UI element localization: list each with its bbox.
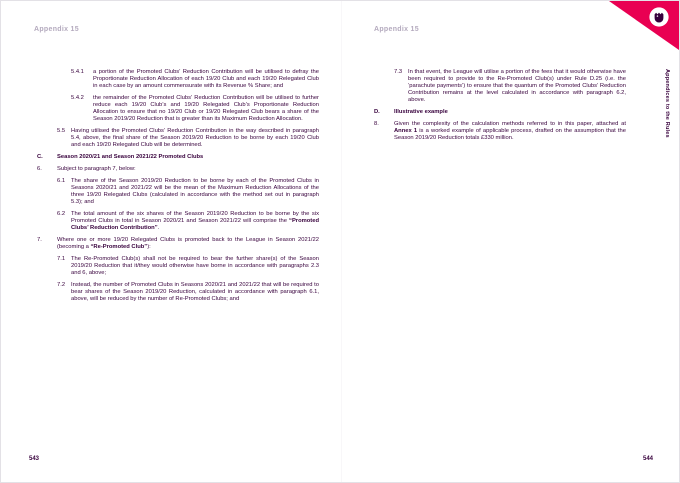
list-item-6-: [37, 166, 319, 173]
item-text: Season 2020/21 and Season 2021/22 Promoted Clubs: [57, 154, 204, 160]
page-number-right: 544: [642, 456, 653, 462]
item-text: Having utilised the Promoted Clubs’ Reduction Contribution in the way described in paragraph 5.4, above, the final share of the Season 2019/20 Reduction to be borne by each 19/20 Club and each 19/20 Relegated Club will be determined.: [71, 128, 319, 148]
item-text: In that event, the League will utilise a portion of the fees that it would otherwise have been required to provide to the Re-Promoted Club(s) under Rule D.25 (i.e. the ‘parachute payments’) to ensure that the quantum of the Promoted Clubs’ Reduction Contribution remains at the level calculated in accordance with paragraph 6.2, above.: [408, 69, 626, 103]
list-item-D-: [374, 109, 626, 116]
item-text: the remainder of the Promoted Clubs’ Reduction Contribution will be utilised to further reduce each 19/20 Club’s and 19/20 Relegated Club’s Proportionate Reduction Allocation to ensure that no 19/20 Club or 19/20 Relegated Club bears a share of the Season 2019/20 Reduction that is greater than its Maximum Reduction Allocation.: [93, 95, 319, 122]
list-item-C-: [37, 154, 319, 161]
item-number: 6.: [37, 166, 42, 172]
list-item-5-4-2: [71, 95, 319, 123]
list-item-7-2: [57, 282, 319, 303]
item-text: a portion of the Promoted Clubs’ Reduction Contribution will be utilised to defray the Proportionate Reduction Allocation of each 19/20 Club and each 19/20 Relegated Club in each case by an amount commensurate with its Revenue % Share; and: [93, 69, 319, 89]
item-number: 7.3: [394, 69, 403, 75]
item-text: Illustrative example: [394, 109, 448, 115]
item-text: Given the complexity of the calculation methods referred to in this paper, attached at Annex 1 is a worked example of applicable process, drafted on the assumption that the Season 2019/20 Reduction totals £330 million.: [394, 121, 626, 141]
list-item-5-5: [57, 128, 319, 149]
item-number: 6.1: [57, 178, 66, 184]
item-text: Subject to paragraph 7, below:: [57, 166, 136, 172]
page-left: [1, 1, 341, 482]
list-item-7-1: [57, 256, 319, 277]
page-right: [341, 1, 680, 482]
item-number: 7.2: [57, 282, 66, 288]
list-item-7-: [37, 237, 319, 251]
item-number: 5.4.2: [71, 95, 84, 101]
list-item-5-4-1: [71, 69, 319, 90]
page-header-left: Appendix 15: [34, 26, 79, 33]
item-number: 8.: [374, 121, 379, 127]
item-number: D.: [374, 109, 380, 115]
item-text: The total amount of the six shares of the Season 2019/20 Reduction to be borne by the six Promoted Clubs in total in Season 2020/21 and Season 2021/22 will comprise the “Promoted Clubs’ Reduction Contribution”.: [71, 211, 319, 231]
appendices-edge-tab-label: Appendices to the Rules: [664, 69, 670, 138]
page-number-left: 543: [29, 456, 40, 462]
list-item-8-: [374, 121, 626, 142]
item-number: 7.: [37, 237, 42, 243]
item-number: 5.5: [57, 128, 66, 134]
page-header-right: Appendix 15: [374, 26, 419, 33]
item-text: Instead, the number of Promoted Clubs in Seasons 2020/21 and 2021/22 that will be required to bear shares of the Season 2019/20 Reduction, calculated in accordance with paragraph 6.1, above, will be reduced by the number of Re-Promoted Clubs; and: [71, 282, 319, 302]
item-text: Where one or more 19/20 Relegated Clubs is promoted back to the League in Season 2021/22 (becoming a “Re-Promoted Club”):: [57, 237, 319, 250]
item-number: C.: [37, 154, 43, 160]
item-text: The Re-Promoted Club(s) shall not be required to bear the further share(s) of the Season 2019/20 Reduction that it/they would otherwise have borne in accordance with paragraphs 2.3 and 6, above;: [71, 256, 319, 276]
left-page-content: [37, 69, 319, 308]
list-item-6-2: [57, 211, 319, 232]
right-page-content: [374, 69, 626, 147]
item-number: 6.2: [57, 211, 66, 217]
item-number: 5.4.1: [71, 69, 84, 75]
list-item-7-3: [394, 69, 626, 104]
item-text: The share of the Season 2019/20 Reduction to be borne by each of the Promoted Clubs in Seasons 2020/21 and 2021/22 will be the mean of the Maximum Reduction Allocations of the three 19/20 Relegated Clubs (calculated in accordance with the method set out in paragraph 5.3); and: [71, 178, 319, 205]
list-item-6-1: [57, 178, 319, 206]
item-number: 7.1: [57, 256, 66, 262]
premier-league-lion-icon: [648, 6, 670, 28]
